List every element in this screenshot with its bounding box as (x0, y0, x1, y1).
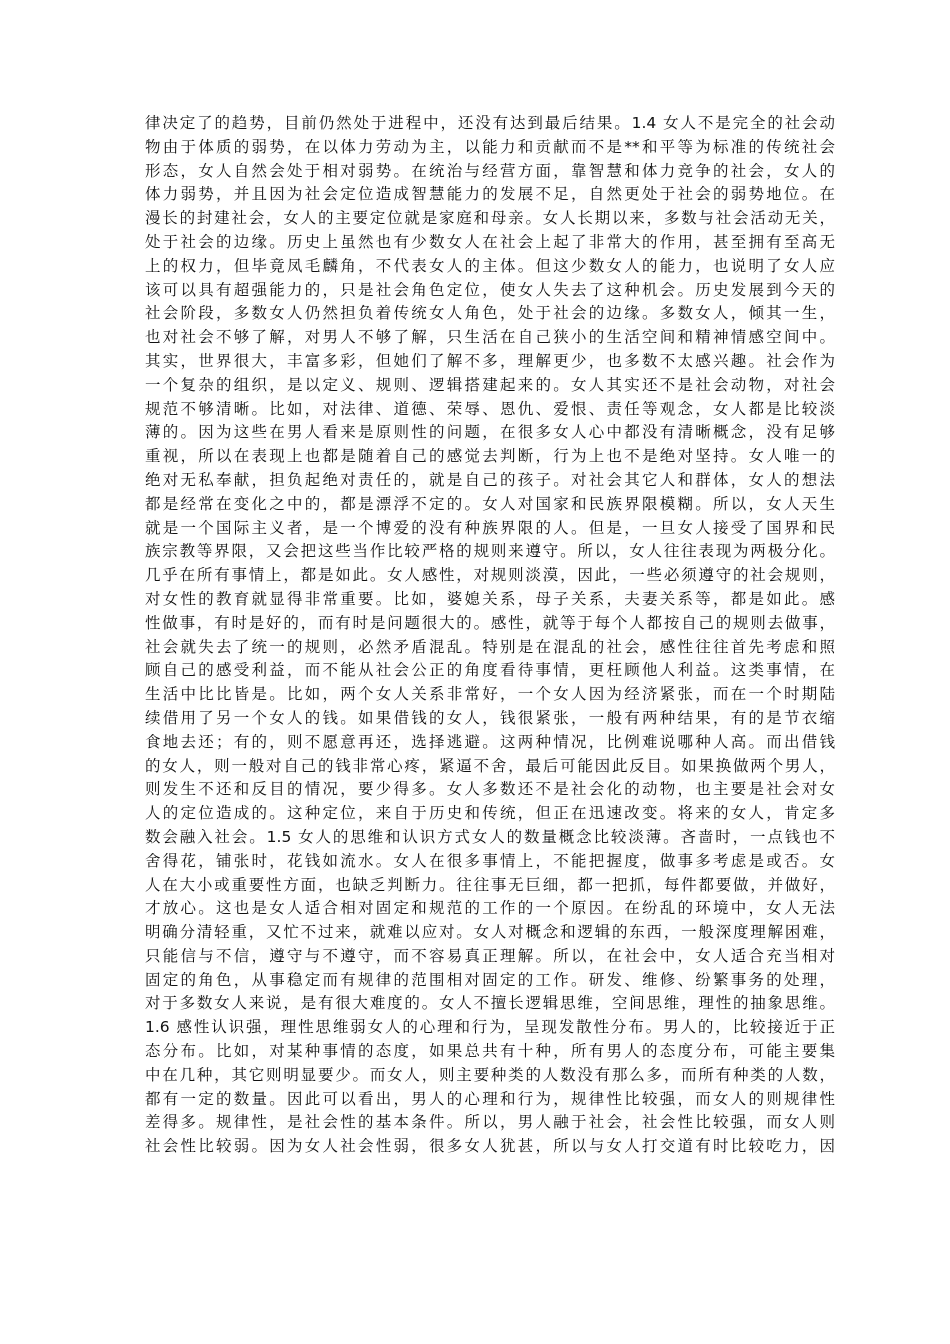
text-line: 重视，所以在表现上也都是随着自己的感觉去判断，行为上也不是绝对坚持。女人唯一的 (145, 447, 835, 466)
text-line: 上的权力，但毕竟凤毛麟角，不代表女人的主体。但这少数女人的能力，也说明了女人应 (145, 256, 835, 275)
text-line: 处于社会的边缘。历史上虽然也有少数女人在社会上起了非常大的作用，甚至拥有至高无 (145, 232, 835, 251)
text-line: 其实，世界很大，丰富多彩，但她们了解不多，理解更少，也多数不太感兴趣。社会作为 (145, 351, 835, 370)
text-line: 才放心。这也是女人适合相对固定和规范的工作的一个原因。在纷乱的环境中，女人无法 (145, 899, 835, 918)
text-line: 的女人，则一般对自己的钱非常心疼，紧逼不舍，最后可能因此反目。如果换做两个男人， (145, 756, 835, 775)
text-line: 律决定了的趋势，目前仍然处于进程中，还没有达到最后结果。1.4 女人不是完全的社会动 (145, 114, 835, 132)
text-line: 明确分清轻重，又忙不过来，就难以应对。女人对概念和逻辑的东西，一般深度理解困难， (145, 923, 835, 942)
text-line: 也对社会不够了解，对男人不够了解，只生活在自己狭小的生活空间和精神情感空间中。 (145, 328, 835, 347)
text-line: 顾自己的感受利益，而不能从社会公正的角度看待事情，更枉顾他人利益。这类事情，在 (145, 661, 835, 680)
text-line: 社会就失去了统一的规则，必然矛盾混乱。特别是在混乱的社会，感性往往首先考虑和照 (145, 637, 835, 656)
text-line: 只能信与不信，遵守与不遵守，而不容易真正理解。所以，在社会中，女人适合充当相对 (145, 946, 835, 965)
text-line: 都是经常在变化之中的，都是漂浮不定的。女人对国家和民族界限模糊。所以，女人天生 (145, 494, 835, 513)
text-line: 该可以具有超强能力的，只是社会角色定位，使女人失去了这种机会。历史发展到今天的 (145, 280, 835, 299)
text-line: 食地去还；有的，则不愿意再还，选择逃避。这两种情况，比例难说哪种人高。而出借钱 (145, 732, 835, 751)
text-line: 薄的。因为这些在男人看来是原则性的问题，在很多女人心中都没有清晰概念，没有足够 (145, 423, 835, 442)
text-line: 绝对无私奉献，担负起绝对责任的，就是自己的孩子。对社会其它人和群体，女人的想法 (145, 470, 835, 489)
text-line: 体力弱势，并且因为社会定位造成智慧能力的发展不足，自然更处于社会的弱势地位。在 (145, 185, 835, 204)
text-line: 人在大小或重要性方面，也缺乏判断力。往往事无巨细，都一把抓，每件都要做，并做好， (145, 875, 835, 894)
body-text (145, 112, 835, 1159)
text-line: 都有一定的数量。因此可以看出，男人的心理和行为，规律性比较强，而女人的则规律性 (145, 1089, 835, 1108)
text-line: 规范不够清晰。比如，对法律、道德、荣辱、恩仇、爱恨、责任等观念，女人都是比较淡 (145, 399, 835, 418)
text-line: 对女性的教育就显得非常重要。比如，婆媳关系，母子关系，夫妻关系等，都是如此。感 (145, 589, 835, 608)
text-line: 差得多。规律性，是社会性的基本条件。所以，男人融于社会，社会性比较强，而女人则 (145, 1113, 835, 1132)
text-line: 社会性比较弱。因为女人社会性弱，很多女人犹甚，所以与女人打交道有时比较吃力，因 (145, 1137, 835, 1156)
text-line: 数会融入社会。1.5 女人的思维和认识方式女人的数量概念比较淡薄。吝啬时，一点钱也不 (145, 827, 835, 846)
text-line: 1.6 感性认识强，理性思维弱女人的心理和行为，呈现发散性分布。男人的，比较接近于正 (145, 1018, 835, 1037)
text-line: 族宗教等界限，又会把这些当作比较严格的规则来遵守。所以，女人往往表现为两极分化。 (145, 542, 835, 561)
text-line: 一个复杂的组织，是以定义、规则、逻辑搭建起来的。女人其实还不是社会动物，对社会 (145, 375, 835, 394)
text-line: 对于多数女人来说，是有很大难度的。女人不擅长逻辑思维，空间思维，理性的抽象思维。 (145, 994, 835, 1013)
text-line: 中在几种，其它则明显要少。而女人，则主要种类的人数没有那么多，而所有种类的人数， (145, 1065, 835, 1084)
text-line: 性做事，有时是好的，而有时是问题很大的。感性，就等于每个人都按自己的规则去做事， (145, 613, 835, 632)
text-line: 就是一个国际主义者，是一个博爱的没有种族界限的人。但是，一旦女人接受了国界和民 (145, 518, 835, 537)
text-line: 人的定位造成的。这种定位，来自于历史和传统，但正在迅速改变。将来的女人，肯定多 (145, 804, 835, 823)
text-line: 生活中比比皆是。比如，两个女人关系非常好，一个女人因为经济紧张，而在一个时期陆 (145, 685, 835, 704)
text-line: 固定的角色，从事稳定而有规律的范围相对固定的工作。研发、维修、纷繁事务的处理， (145, 970, 835, 989)
text-line: 形态，女人自然会处于相对弱势。在统治与经营方面，靠智慧和体力竞争的社会，女人的 (145, 161, 835, 180)
text-line: 态分布。比如，对某种事情的态度，如果总共有十种，所有男人的态度分布，可能主要集 (145, 1042, 835, 1061)
text-line: 续借用了另一个女人的钱。如果借钱的女人，钱很紧张，一般有两种结果，有的是节衣缩 (145, 708, 835, 727)
text-line: 则发生不还和反目的情况，要少得多。女人多数还不是社会化的动物，也主要是社会对女 (145, 780, 835, 799)
text-line: 舍得花，铺张时，花钱如流水。女人在很多事情上，不能把握度，做事多考虑是或否。女 (145, 851, 835, 870)
text-line: 几乎在所有事情上，都是如此。女人感性，对规则淡漠，因此，一些必须遵守的社会规则， (145, 566, 835, 585)
text-line: 社会阶段，多数女人仍然担负着传统女人角色，处于社会的边缘。多数女人，倾其一生， (145, 304, 835, 323)
text-line: 物由于体质的弱势，在以体力劳动为主，以能力和贡献而不是**和平等为标准的传统社会 (145, 137, 835, 156)
text-line: 漫长的封建社会，女人的主要定位就是家庭和母亲。女人长期以来，多数与社会活动无关， (145, 209, 835, 228)
